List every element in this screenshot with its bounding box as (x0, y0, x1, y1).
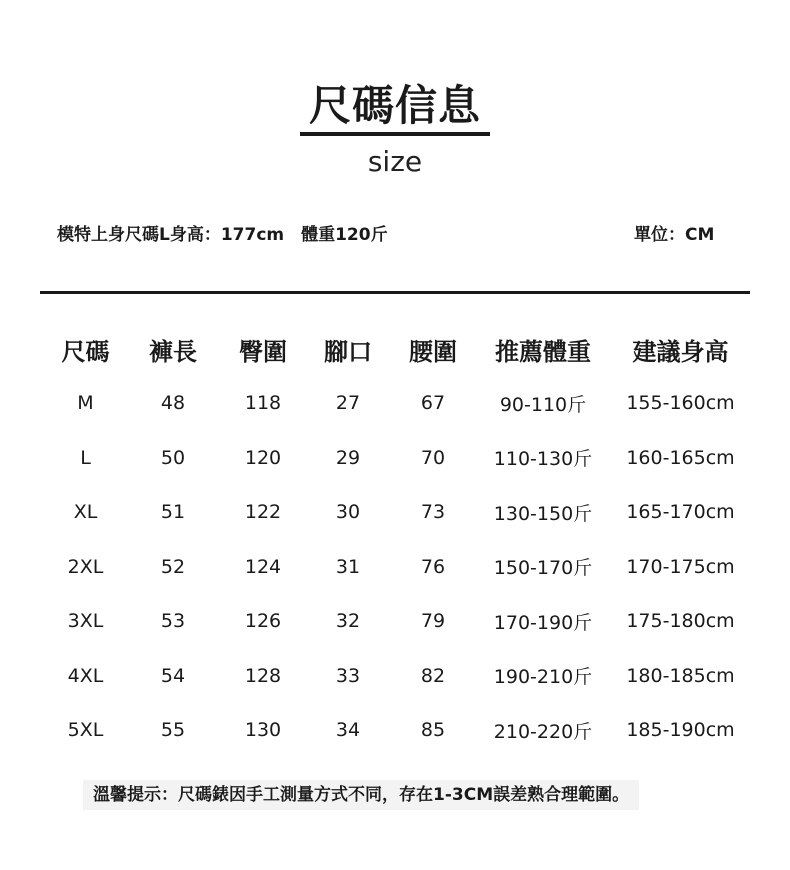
title-container (0, 82, 790, 132)
table-cell: 2XL (67, 555, 104, 578)
table-cell: 170-175cm (626, 555, 735, 578)
header-suggested-height: 建議身高 (632, 337, 729, 366)
table-cell: 76 (420, 555, 446, 578)
table-row (48, 485, 748, 540)
table-cell: 170-190斤 (493, 611, 593, 634)
table-cell: 53 (160, 610, 186, 633)
table-cell: 90-110斤 (499, 393, 587, 416)
size-table (48, 322, 748, 758)
table-cell: 180-185cm (626, 664, 735, 687)
table-cell: 5XL (67, 719, 104, 742)
table-cell: 85 (420, 719, 446, 742)
header-waist: 腰圍 (409, 337, 457, 366)
table-row (48, 376, 748, 431)
table-cell: L (80, 446, 91, 469)
table-cell: 32 (335, 610, 361, 633)
table-cell: 52 (160, 555, 186, 578)
page-title: 尺碼信息 (308, 81, 481, 130)
table-cell: 175-180cm (626, 610, 735, 633)
table-cell: 122 (244, 501, 282, 524)
table-cell: XL (73, 501, 98, 524)
table-cell: 79 (420, 610, 446, 633)
table-cell: 4XL (67, 664, 104, 687)
table-cell: 126 (244, 610, 282, 633)
table-row (48, 594, 748, 649)
header-pants-length: 褲長 (149, 337, 197, 366)
table-cell: 190-210斤 (493, 666, 593, 689)
table-cell: 210-220斤 (493, 720, 593, 743)
table-row (48, 649, 748, 704)
table-cell: 3XL (67, 610, 104, 633)
table-cell: M (77, 392, 94, 415)
table-cell: 155-160cm (626, 392, 735, 415)
table-cell: 82 (420, 664, 446, 687)
table-cell: 30 (335, 501, 361, 524)
table-cell: 54 (160, 664, 186, 687)
table-cell: 70 (420, 446, 446, 469)
table-cell: 165-170cm (626, 501, 735, 524)
table-cell: 33 (335, 664, 361, 687)
table-cell: 29 (335, 446, 361, 469)
table-cell: 50 (160, 446, 186, 469)
table-cell: 48 (160, 392, 186, 415)
table-cell: 120 (244, 446, 282, 469)
unit-label: 單位：CM (634, 225, 715, 245)
model-info: 模特上身尺碼L身高：177cm 體重120斤 (57, 225, 388, 245)
table-cell: 130 (244, 719, 282, 742)
table-cell: 124 (244, 555, 282, 578)
table-header-row (48, 322, 748, 376)
table-cell: 73 (420, 501, 446, 524)
table-row (48, 703, 748, 758)
table-cell: 128 (244, 664, 282, 687)
page-subtitle: size (367, 145, 423, 178)
table-cell: 51 (160, 501, 186, 524)
table-cell: 118 (244, 392, 282, 415)
table-cell: 67 (420, 392, 446, 415)
header-hip: 臀圍 (239, 337, 287, 366)
table-cell: 27 (335, 392, 361, 415)
header-recommended-weight: 推薦體重 (495, 337, 591, 366)
table-row (48, 540, 748, 595)
notice-banner: 溫馨提示：尺碼錶因手工測量方式不同，存在1-3CM誤差熟合理範圍。 (83, 780, 639, 810)
divider (40, 291, 750, 294)
table-cell: 110-130斤 (493, 448, 593, 471)
table-row (48, 431, 748, 486)
header-leg-opening: 腳口 (324, 337, 372, 366)
table-cell: 160-165cm (626, 446, 735, 469)
table-cell: 130-150斤 (493, 502, 593, 525)
table-cell: 185-190cm (626, 719, 735, 742)
title-underline (300, 132, 490, 136)
table-cell: 55 (160, 719, 186, 742)
table-cell: 31 (335, 555, 361, 578)
table-cell: 150-170斤 (493, 557, 593, 580)
header-size: 尺碼 (61, 337, 110, 366)
table-cell: 34 (335, 719, 361, 742)
